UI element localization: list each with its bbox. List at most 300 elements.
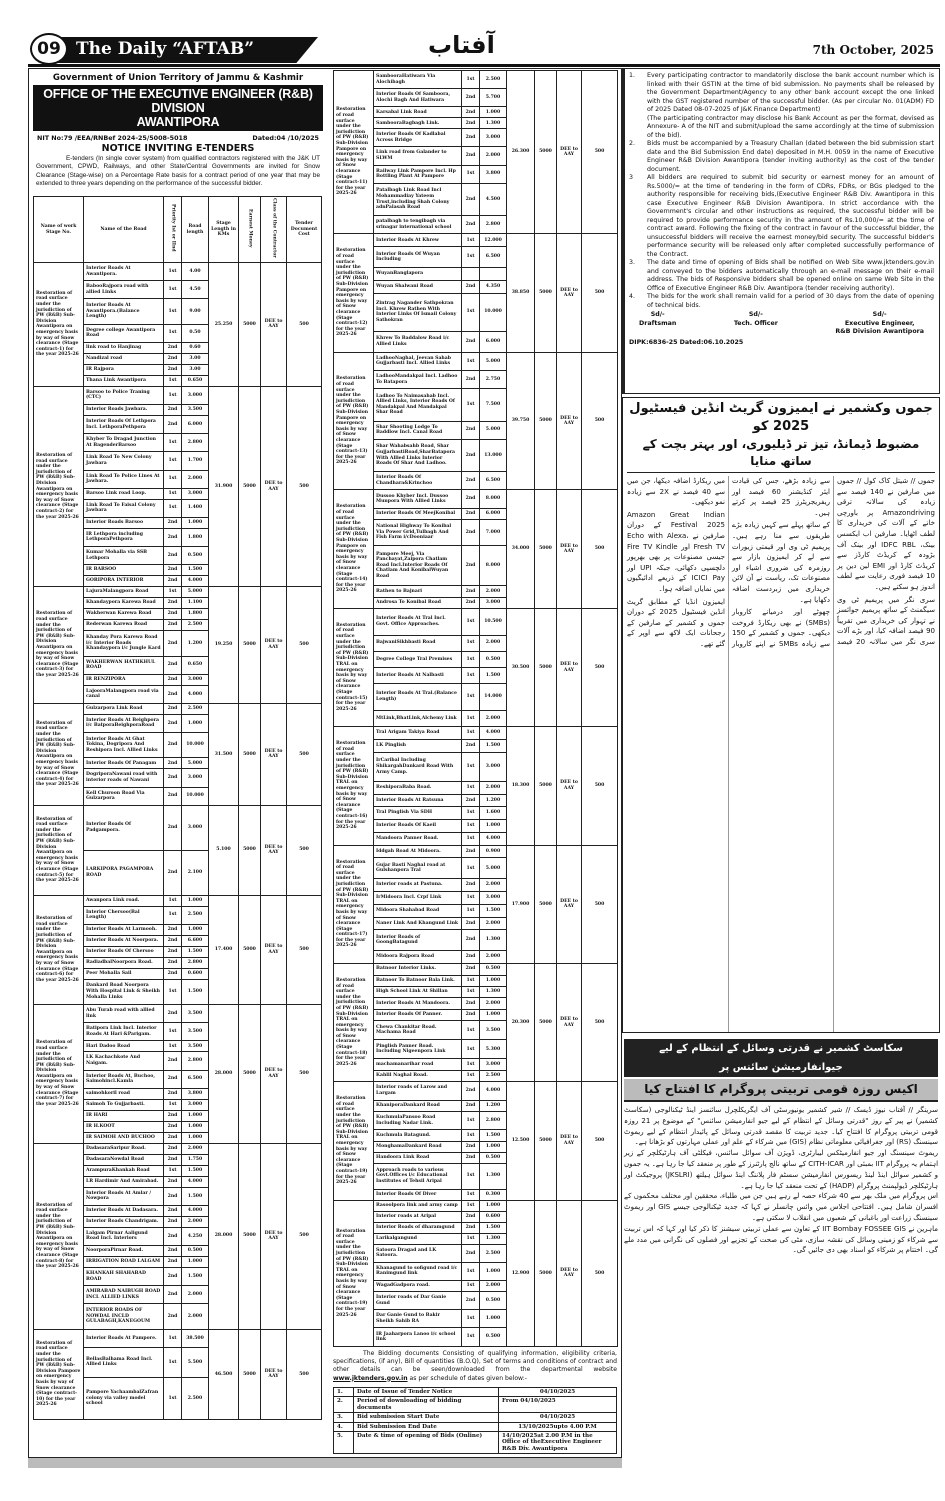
condition-item	[629, 72, 934, 115]
road-name: BajwaniSikhbasti Road	[374, 635, 462, 651]
contractor-class: DEE to AAY	[261, 895, 287, 1005]
earnest-money: 5000	[535, 845, 557, 963]
work-description: Restoration of road surface under the jurisdiction of PW (R&B) Sub-Division TRAL on emergency basis by way of Snow clearance (Stage contract-19) for the year 2025-26	[334, 1082, 374, 1200]
road-priority: 1st	[462, 651, 480, 667]
header-earnest-money	[239, 197, 261, 263]
road-name: Pampore YachaambalZafran colony via valley model school	[84, 1377, 164, 1419]
road-name: WAKHERWAN HATHKHUL ROAD	[84, 656, 164, 674]
work-description: Restoration of road surface under the jurisdiction of PW (R&B) Sub-Division Awantipora on emergency basis by way of Snow clearance (Stage contract-7) for the year 2025-26	[34, 1005, 84, 1144]
table-row	[34, 1329, 322, 1347]
road-name: LK Kachachkote And Naigam.	[84, 1052, 164, 1070]
signature-block	[639, 311, 676, 337]
table-row	[334, 352, 618, 370]
road-name: WuyanBanglapora	[374, 268, 462, 281]
stage-length: 31.500	[209, 703, 239, 805]
road-length: 0.60	[182, 342, 209, 353]
article2-body	[624, 1105, 938, 1256]
road-name: Batnoor To Batnoor Bala Link.	[374, 975, 462, 986]
road-name: Kahlil Naghal Road.	[374, 1070, 462, 1082]
document-cost: 500	[287, 1005, 322, 1144]
road-name: Tral Pinglish Via SDH	[374, 807, 462, 820]
road-length: 3.000	[182, 1099, 209, 1110]
road-name: Interior Roads At Awantipora.(Balance Length)	[84, 299, 164, 324]
earnest-money: 5000	[535, 490, 557, 608]
earnest-money: 5000	[535, 964, 557, 1082]
road-priority: 2nd	[462, 1211, 480, 1222]
condition-number: 4.	[629, 293, 636, 300]
schedule-row	[334, 1432, 617, 1454]
road-length: 3.000	[182, 674, 209, 685]
article1-paragraph: جموں // شیتل کاک کول // جموں میں صارفین نے 140 فیصد سے زیادہ کی سالانہ ترقی Amazondriving پر باورچی خانے کے آلات کی خریداری کا لطف اٹھایا۔ صارفین اب ایکسس بینک، IDFC RBL اور بینک آف بڑودہ کے کریڈٹ کارڈز سے کریڈٹ کارڈ اور EMI لین دین پر 10 فیصد فوری رعایت سے لطف اندوز ہو سکتے ہیں۔	[837, 477, 935, 591]
table-row	[34, 703, 322, 714]
road-name: Kell Churoon Road Via Gulzarpora	[84, 787, 164, 805]
road-priority: 2nd	[164, 631, 182, 656]
road-length: 1.500	[182, 1268, 209, 1286]
road-length: 1.000	[480, 1141, 507, 1152]
road-priority: 1st	[462, 234, 480, 247]
road-length: 2.000	[480, 147, 507, 165]
schedule-label: Period of downloading of bidding documents	[354, 1397, 499, 1413]
road-name: Interior Roads Of Panagam	[84, 758, 164, 769]
road-length: 2.000	[480, 998, 507, 1009]
road-priority: 2nd	[462, 1100, 480, 1111]
nit-date: Dated:04 /10/2025	[252, 134, 319, 142]
road-length: 4.350	[480, 281, 507, 294]
signature-block	[835, 311, 924, 337]
road-priority: 1st	[462, 727, 480, 740]
road-priority: 2nd	[164, 924, 182, 935]
road-name: Batnoor Interior Links.	[374, 964, 462, 975]
road-length: 3.000	[182, 769, 209, 787]
road-name: Interior Roads of GoongBatagund	[374, 930, 462, 951]
road-length: 4.00	[182, 263, 209, 281]
road-priority: 2nd	[164, 1143, 182, 1154]
header-priority	[164, 197, 182, 263]
road-priority: 2nd	[164, 1132, 182, 1143]
road-priority: 1st	[164, 299, 182, 324]
road-priority: 2nd	[462, 1082, 480, 1100]
road-priority: 1st	[164, 470, 182, 488]
road-length: 1.000	[182, 1257, 209, 1268]
road-length: 3.500	[182, 1005, 209, 1023]
road-priority: 1st	[462, 781, 480, 794]
road-name: Interior Roads At Pampore.	[84, 1329, 164, 1347]
road-name: Gujar Basti Naghal road at Gulshanpora Tral	[374, 858, 462, 879]
road-name: Interior Roads At Noorpora.	[84, 935, 164, 946]
document-cost: 500	[287, 587, 322, 704]
road-length: 2.000	[480, 917, 507, 930]
road-name: Nandizal road	[84, 353, 164, 364]
road-priority: 2nd	[164, 1268, 182, 1286]
road-length: 1.500	[182, 565, 209, 576]
road-priority: 2nd	[164, 1070, 182, 1088]
road-priority: 2nd	[164, 1052, 182, 1070]
road-name: MonghamaDankard Road	[374, 1141, 462, 1152]
tender-website-link[interactable]: www.jktenders.gov.in	[333, 1374, 408, 1382]
schedule-value: 14/10/2025at 2.00 P.M in the Office of theExecutive Engineer R&B Div. Awantipora	[499, 1432, 617, 1454]
condition-item	[629, 140, 934, 174]
road-priority: 2nd	[164, 517, 182, 528]
road-name: IR Rajpora	[84, 364, 164, 375]
road-length: 3.000	[480, 892, 507, 905]
road-priority: 2nd	[164, 342, 182, 353]
road-priority: 1st	[462, 1059, 480, 1070]
road-priority: 1st	[462, 1163, 480, 1189]
road-priority: 2nd	[462, 490, 480, 509]
road-name: GORIPORA INTERIOR	[84, 576, 164, 587]
road-length: 0.500	[480, 1152, 507, 1163]
schedule-row	[334, 1422, 617, 1431]
road-length: 1.800	[182, 528, 209, 546]
road-length: 5.000	[182, 587, 209, 598]
road-priority: 2nd	[462, 998, 480, 1009]
condition-number: 3	[629, 174, 634, 181]
road-name: ReshiporaBaba Road.	[374, 781, 462, 794]
condition-item	[629, 115, 934, 141]
schedule-row	[334, 1388, 617, 1397]
road-priority: 1st	[164, 499, 182, 517]
contractor-class: DEE to AAY	[261, 587, 287, 704]
road-priority: 2nd	[164, 1154, 182, 1165]
road-name: IR Jaaharpora Lanoo i/c school link	[374, 1328, 462, 1347]
road-length: 3.800	[480, 165, 507, 183]
road-name: IR BARSOO	[84, 565, 164, 576]
road-priority: 2nd	[462, 1152, 480, 1163]
earnest-money: 5000	[239, 1329, 261, 1419]
masthead	[28, 33, 940, 67]
road-name: Interior roads at Aripal	[374, 1211, 462, 1222]
road-length: 0.600	[182, 968, 209, 979]
road-priority: 2nd	[462, 89, 480, 107]
office-line-1: OFFICE OF THE EXECUTIVE ENGINEER (R&B) DIVISION	[43, 87, 313, 115]
road-priority: 1st	[462, 684, 480, 711]
road-priority: 2nd	[462, 216, 480, 234]
road-priority: 2nd	[462, 1141, 480, 1152]
road-name: Androsa To Konibal Road	[374, 597, 462, 608]
road-priority: 2nd	[164, 1005, 182, 1023]
road-length: 14.000	[480, 684, 507, 711]
contractor-class: DEE to AAY	[261, 703, 287, 805]
earnest-money: 5000	[239, 587, 261, 704]
road-name: DadasaraSaripur Road.	[84, 1143, 164, 1154]
road-length: 2.000	[480, 951, 507, 964]
nit-number: NIT No:79 /EEA/RNBef 2024-25/5008-5018	[37, 134, 188, 142]
road-priority: 2nd	[462, 951, 480, 964]
road-priority: 1st	[164, 434, 182, 452]
document-cost: 500	[287, 703, 322, 805]
road-name: Wuyan Shalwani Road	[374, 281, 462, 294]
bidding-documents-text	[333, 1350, 617, 1383]
road-length: 1.700	[182, 452, 209, 470]
road-length: 0.900	[480, 845, 507, 858]
table-row	[34, 895, 322, 906]
road-length: 2.000	[182, 1286, 209, 1304]
road-length: 1.300	[480, 986, 507, 997]
contractor-class: DEE to AAY	[557, 845, 582, 963]
road-length: 1.000	[480, 1200, 507, 1211]
road-name: AMIRABAD NAIBUGH ROAD INCL ALLIED LINKS	[84, 1286, 164, 1304]
road-priority: 1st	[462, 832, 480, 845]
document-cost: 500	[582, 727, 618, 845]
road-name: Interior Roads At Larmooh.	[84, 924, 164, 935]
road-length: 1.200	[480, 794, 507, 807]
road-length: 13.000	[480, 439, 507, 471]
road-priority: 1st	[164, 1347, 182, 1377]
road-name: Patalbagh Link Road Incl Mohammadiay Yateem Trust,including Shah Colony adnPalasah Road	[374, 183, 462, 215]
road-length: 0.650	[182, 375, 209, 386]
contractor-class: DEE to AAY	[557, 234, 582, 352]
road-priority: 2nd	[164, 1246, 182, 1257]
road-priority: 2nd	[164, 787, 182, 805]
road-length: 1.000	[182, 517, 209, 528]
road-priority: 1st	[462, 668, 480, 684]
road-name: Dankard Road Noorpora With Hospital Link & Sheikh Mohalla Links	[84, 979, 164, 1004]
road-length: 1.000	[480, 1310, 507, 1328]
road-priority: 2nd	[164, 528, 182, 546]
road-priority: 1st	[462, 986, 480, 997]
road-length: 1.300	[480, 930, 507, 951]
road-priority: 1st	[462, 1233, 480, 1244]
earnest-money: 5000	[239, 263, 261, 387]
road-name: IR SAIMOH AND BUCHOO	[84, 1132, 164, 1143]
office-banner	[33, 85, 323, 131]
bidding-text-end: as per schedule of dates given below:-	[407, 1374, 527, 1382]
document-cost: 500	[287, 386, 322, 586]
road-length: 3.800	[182, 1088, 209, 1099]
schedule-value: 04/10/2025	[499, 1413, 617, 1422]
road-length: 1.300	[480, 118, 507, 129]
road-priority: 2nd	[462, 794, 480, 807]
contractor-class: DEE to AAY	[557, 1082, 582, 1200]
road-length: 0.500	[182, 1246, 209, 1257]
road-name: Kumar Mohalla via SSB Lethpora	[84, 547, 164, 565]
road-priority: 2nd	[164, 1304, 182, 1329]
road-name: Pinglish Panner Road. Including Nigeenpora Link	[374, 1040, 462, 1059]
road-length: 3.00	[182, 353, 209, 364]
road-priority: 2nd	[462, 520, 480, 546]
road-name: SambooraHatiwara Via Alochibagh	[374, 71, 462, 89]
road-name: DogriporaNawani road with interior roads of Nawani	[84, 769, 164, 787]
road-priority: 1st	[164, 1165, 182, 1176]
road-length: 4.500	[480, 183, 507, 215]
road-priority	[462, 268, 480, 281]
road-name: IR RENZIPORA	[84, 674, 164, 685]
road-name: Interior Roads Of Lethpora Incl. LethporaPethpora	[84, 416, 164, 434]
condition-item	[629, 293, 934, 310]
header-priority-label: Priority Ist or IInd	[170, 204, 176, 253]
road-name: ArampuraKhankah Road	[84, 1165, 164, 1176]
schedule-value: 13/10/2025upto 4.00 P.M	[499, 1422, 617, 1431]
road-priority: 1st	[462, 892, 480, 905]
road-length: 6.000	[480, 331, 507, 352]
condition-text: Every participating contractor to mandatorily disclose the bank account number which is linked with their GSTIN at the time of bid submission. No payments shall be released by the Government Department/Agency to any other bank account except the one linked with the GST registered number of the successful bidder. (As per circular No. 01(ADM) FD of 2025 Dated 08-07-2025 of J&K Finance Department)	[647, 72, 934, 113]
tender-conditions	[622, 68, 940, 394]
work-description: Restoration of road surface under the jurisdiction of PW (R&B) Sub-Division TRAL on emergency basis by way of Snow clearance (Stage contract-17) for the year 2025-26	[334, 845, 374, 963]
condition-number: 3.	[629, 259, 636, 266]
road-name: Interior Roads Of Samboora, Alochi Bagh And Hatiwara	[374, 89, 462, 107]
road-name: Interior Roads At Beighpora i/c BatporaBeighporaRoad	[84, 714, 164, 732]
road-length: 10.000	[182, 733, 209, 758]
road-name: National Highway To Konibal Via Power Grid,Tulbagh And Fish Farm i/cDooniaar	[374, 520, 462, 546]
road-name: Shar Shooting Lodge To Baddlow Incl. Canal Road	[374, 421, 462, 439]
stage-length: 26.300	[507, 71, 535, 234]
document-cost: 500	[582, 490, 618, 608]
road-priority: 1st	[462, 1040, 480, 1059]
road-name: KuchmulaPansoo Road Including Nadar Link.	[374, 1111, 462, 1129]
road-length: 1.000	[480, 820, 507, 833]
road-priority: 2nd	[462, 107, 480, 118]
article1-paragraph: Amazon Great Indian Festival 2025 کے دوران صارفین نے Echo with Alexa، Fresh TV اور Fire TV Kindle جیسی مصنوعات پر بھی بھرپور دلچسپی دکھائی، جبکہ UPI اور ICICI Pay کے ذریعے ادائیگیوں میں نمایاں اضافہ ہوا۔	[627, 510, 726, 593]
document-cost: 500	[582, 845, 618, 963]
article1-paragraph: سری نگر میں پریمیم ٹی وی سیگمنٹ کے ساتھ پریمیم جوائسز نے تہوار کی خریداری میں تقریباً 90 فیصد اضافہ کیا، اور بڑے آلات سری نگر میں سالانہ 20 فیصد سے زیادہ بڑھے، جس کی قیادت ایئر کنڈیشنر 60 فیصد اور ریفریجریٹرز 25 فیصد پر کرتے ہیں۔	[732, 477, 935, 646]
road-name: Khandaypora Karewa Road	[84, 598, 164, 609]
road-name: Tral Arigam Takiya Road	[374, 727, 462, 740]
road-priority: 1st	[462, 1111, 480, 1129]
road-length: 0.500	[480, 1328, 507, 1347]
road-priority: 1st	[462, 1130, 480, 1141]
road-name: LadhooMandakpal Incl. Ladhoo To Batapora	[374, 370, 462, 388]
earnest-money: 5000	[239, 386, 261, 586]
road-priority: 2nd	[164, 609, 182, 620]
article1-body	[627, 476, 935, 1033]
earnest-money: 5000	[535, 727, 557, 845]
road-length: 4.250	[182, 1227, 209, 1245]
work-description: Restoration of road surface under the jurisdiction of PW (R&B) Sub-Division Awantipora on emergency basis by way of Snow clearance (Stage contract-6) for the year 2025-26	[34, 895, 84, 1005]
road-priority: 2nd	[462, 545, 480, 585]
document-cost: 500	[287, 805, 322, 895]
road-length: 2.000	[182, 1304, 209, 1329]
road-name: Lalgam Pirnar Aaligund Road Incl. Interiors	[84, 1227, 164, 1245]
document-cost: 500	[582, 352, 618, 490]
document-cost: 500	[287, 263, 322, 387]
paper-name: The Daily “AFTAB”	[76, 39, 254, 59]
table-row	[34, 1005, 322, 1023]
stage-length: 39.750	[507, 352, 535, 490]
dipk-reference: DIPK:6836-25 Dated:06.10.2025	[629, 338, 744, 346]
nit-row	[33, 134, 323, 142]
road-priority: 2nd	[462, 1244, 480, 1262]
road-length: 2.800	[182, 1052, 209, 1070]
road-priority: 2nd	[462, 439, 480, 471]
road-length: 5.000	[480, 421, 507, 439]
stage-length: 30.500	[507, 608, 535, 726]
road-name: Interior Roads Of Panner.	[374, 1009, 462, 1020]
contractor-class: DEE to AAY	[557, 608, 582, 726]
work-description: Restoration of road surface under the jurisdiction of PW (R&B) Sub-Division Pampore on emergency basis by way of Snow clearance (Stage contract-12) for the year 2025-26	[334, 234, 374, 352]
table-row	[34, 587, 322, 598]
road-length: 1.000	[182, 714, 209, 732]
road-name: Interior Roads At, Buchoo, Saimohincl.Kamla	[84, 1070, 164, 1088]
road-priority: 2nd	[164, 576, 182, 587]
road-name: Interior Roads At Ratsuna	[374, 794, 462, 807]
road-length: 0.500	[480, 651, 507, 667]
tender-table-left	[33, 196, 322, 1420]
work-description: Restoration of road surface under the jurisdiction of PW (R&B) Sub-Division TRAL on emergency basis by way of Snow clearance (Stage contract-15) for the year 2025-26	[334, 608, 374, 726]
road-length: 1.200	[480, 1100, 507, 1111]
road-priority: 2nd	[462, 331, 480, 352]
road-priority: 1st	[462, 820, 480, 833]
road-length: 3.500	[480, 1021, 507, 1040]
road-priority: 2nd	[462, 879, 480, 892]
road-name: Naner Link And Khangund Link	[374, 917, 462, 930]
road-length: 3.000	[480, 129, 507, 147]
schedule-number: 1.	[334, 1388, 354, 1397]
road-name: LajooraMalangpora road via canal	[84, 685, 164, 703]
road-priority: 2nd	[462, 1009, 480, 1020]
road-priority: 1st	[164, 587, 182, 598]
road-name: IRRIGATION ROAD LALGAM	[84, 1257, 164, 1268]
road-length: 4.000	[182, 576, 209, 587]
road-priority: 2nd	[462, 597, 480, 608]
road-length: 2.000	[480, 710, 507, 726]
road-name: Khanday Pora Karewa Road i/c Interior Roads Khandaypora i/c Jungle Kard	[84, 631, 164, 656]
stage-length: 25.250	[209, 263, 239, 387]
government-line: Government of Union Territory of Jammu & Kashmir	[52, 73, 304, 83]
road-priority: 2nd	[462, 964, 480, 975]
contractor-class: DEE to AAY	[557, 490, 582, 608]
road-priority: 1st	[462, 710, 480, 726]
road-priority: 2nd	[462, 508, 480, 519]
article2-paragraph: اس پروگرام میں ملک بھر سے 40 شرکاء حصہ لے رہے ہیں جن میں طلباء، محققین اور مختلف محکموں کے افسران شامل ہیں۔ افتتاحی اجلاس میں وائس چانسلر نے کہا کہ جدید ٹیکنالوجی جیسے GIS اور ریموٹ سینسنگ زراعت اور باغبانی کے شعبوں میں انقلاب لا سکتی ہے۔	[624, 1192, 938, 1222]
road-priority: 2nd	[164, 353, 182, 364]
header-contractor-class-label: Class of the Contractor	[271, 198, 277, 259]
road-name: Rathen to Bajnari	[374, 586, 462, 597]
road-name: Karsabal Link Road	[374, 107, 462, 118]
road-length: 4.000	[480, 1082, 507, 1100]
road-name: Interior Roads of dharamgund	[374, 1222, 462, 1233]
road-priority: 1st	[164, 1023, 182, 1041]
table-row	[334, 1082, 618, 1100]
road-priority: 2nd	[164, 968, 182, 979]
road-name: Interior Chersoo(Bal Length)	[84, 906, 164, 924]
road-name: Interior Roads At Tral Incl. Govt. Office Approaches.	[374, 608, 462, 635]
document-cost: 500	[287, 1329, 322, 1419]
condition-text: The bids for the work shall remain valid for a period of 30 days from the date of opening of technical bids.	[647, 293, 934, 309]
earnest-money: 5000	[535, 1082, 557, 1200]
divider	[28, 1458, 622, 1468]
road-name: KHANKAH SHAHABAD ROAD	[84, 1268, 164, 1286]
work-description: Restoration of road surface under the jurisdiction of PW (R&B) Sub-Division Awantipora on emergency basis by way of Snow clearance (Stage contract-5) for the year 2025-26	[34, 805, 84, 895]
condition-item	[629, 259, 934, 293]
road-priority: 2nd	[164, 1216, 182, 1227]
road-priority: 1st	[462, 1310, 480, 1328]
schedule-value: From 04/10/2025	[499, 1397, 617, 1413]
road-length: 3.000	[182, 805, 209, 850]
road-length: 12.000	[480, 234, 507, 247]
road-priority: 2nd	[462, 930, 480, 951]
road-name: Degree college Awantipora Road	[84, 324, 164, 342]
road-length: 2.800	[480, 216, 507, 234]
road-priority: 2nd	[164, 565, 182, 576]
work-description: Restoration of road surface under the jurisdiction of PW (R&B) Sub-Division Pampore on emergency basis by way of Snow clearance (Stage contract-14) for the year 2025-26	[334, 490, 374, 608]
office-line-2: AWANTIPORA	[136, 115, 220, 129]
road-priority: 2nd	[164, 1286, 182, 1304]
road-name: Barsoo Link road Loop.	[84, 488, 164, 499]
road-name: Khanagund to sofigund road i/c Ranimgund link	[374, 1262, 462, 1280]
road-length: 1.400	[182, 499, 209, 517]
road-length: 4.000	[480, 832, 507, 845]
road-name: Dar Ganie Gund to Bakir Sheikh Sahib RA	[374, 1310, 462, 1328]
road-length: 7.500	[480, 389, 507, 421]
article2-paragraph: ماہرین نے IIT Bombay FOSSEE GIS کے تعاون سے عملی تربیتی سیشنز کا ذکر کیا اور کہا کہ اس تربیت سے شرکاء کو زمینی وسائل کی نقشہ سازی، مٹی کی صحت کے تجزیے اور فصلوں کی نگرانی میں مدد ملے گی۔ اختتام پر شرکاء کو اسناد بھی دی جائیں گی۔	[624, 1224, 939, 1255]
road-priority: 1st	[164, 1099, 182, 1110]
road-priority: 1st	[164, 1329, 182, 1347]
road-length: 1.500	[182, 946, 209, 957]
work-description: Restoration of road surface under the jurisdiction of PW (R&B) Sub-Division Pampore on emergency basis by way of Snow clearance (Stage contract-11) for the year 2025-26	[334, 71, 374, 234]
road-priority: 2nd	[164, 1176, 182, 1187]
road-name: Interior roads of Dar Ganie Gund	[374, 1292, 462, 1310]
road-priority: 2nd	[462, 147, 480, 165]
